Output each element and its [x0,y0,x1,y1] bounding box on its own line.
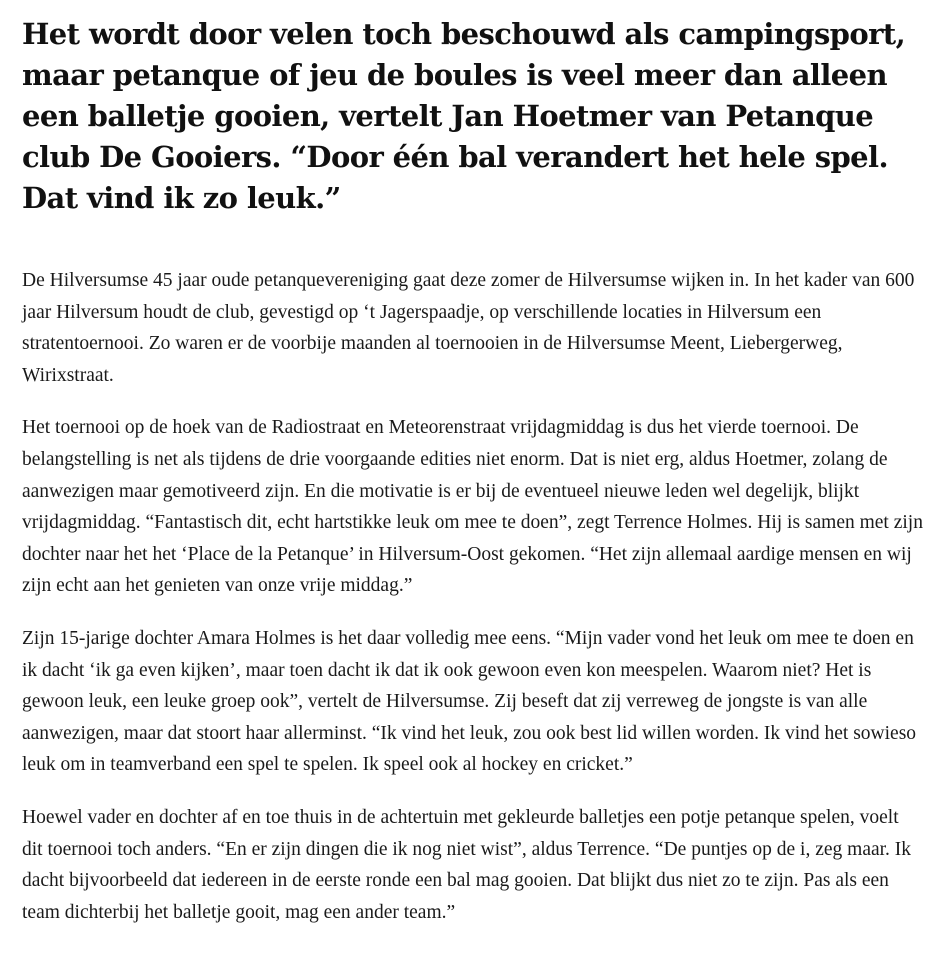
article-body [22,265,924,928]
article-paragraph: Het toernooi op de hoek van de Radiostraat en Meteorenstraat vrijdagmiddag is dus het vierde toernooi. De belangstelling is net als tijdens de drie voorgaande edities niet enorm. Dat is niet erg, aldus Hoetmer, zolang de aanwezigen maar gemotiveerd zijn. En die motivatie is er bij de eventueel nieuwe leden wel degelijk, blijkt vrijdagmiddag. “Fantastisch dit, echt hartstikke leuk om mee te doen”, zegt Terrence Holmes. Hij is samen met zijn dochter naar het het ‘Place de la Petanque’ in Hilversum-Oost gekomen. “Het zijn allemaal aardige mensen en wij zijn echt aan het genieten van onze vrije middag.” [22,417,923,597]
article-paragraph: De Hilversumse 45 jaar oude petanquevereniging gaat deze zomer de Hilversumse wijken in. In het kader van 600 jaar Hilversum houdt de club, gevestigd op ‘t Jagerspaadje, op verschillende locaties in Hilversum een stratentoernooi. Zo waren er de voorbije maanden al toernooien in de Hilversumse Meent, Liebergerweg, Wirixstraat. [22,270,915,386]
article-paragraph: Hoewel vader en dochter af en toe thuis in de achtertuin met gekleurde balletjes een potje petanque spelen, voelt dit toernooi toch anders. “En er zijn dingen die ik nog niet wist”, aldus Terrence. “De puntjes op de i, zeg maar. Ik dacht bijvoorbeeld dat iedereen in de eerste ronde een bal mag gooien. Dat blijkt dus niet zo te zijn. Pas als een team dichterbij het balletje gooit, mag een ander team.” [22,806,912,923]
article-headline: Het wordt door velen toch beschouwd als campingsport, maar petanque of jeu de boules is veel meer dan alleen een balletje gooien, vertelt Jan Hoetmer van Petanque club De Gooiers. “Door één bal verandert het hele spel. Dat vind ik zo leuk.” [22,17,906,215]
article-paragraph: Zijn 15-jarige dochter Amara Holmes is het daar volledig mee eens. “Mijn vader vond het leuk om mee te doen en ik dacht ‘ik ga even kijken’, maar toen dacht ik dat ik ook gewoon even kon meespelen. Waarom niet? Het is gewoon leuk, een leuke groep ook”, vertelt de Hilversumse. Zij beseft dat zij verreweg de jongste is van alle aanwezigen, maar dat stoort haar allerminst. “Ik vind het leuk, zou ook best lid willen worden. Ik vind het sowieso leuk om in teamverband een spel te spelen. Ik speel ook al hockey en cricket.” [22,627,917,776]
